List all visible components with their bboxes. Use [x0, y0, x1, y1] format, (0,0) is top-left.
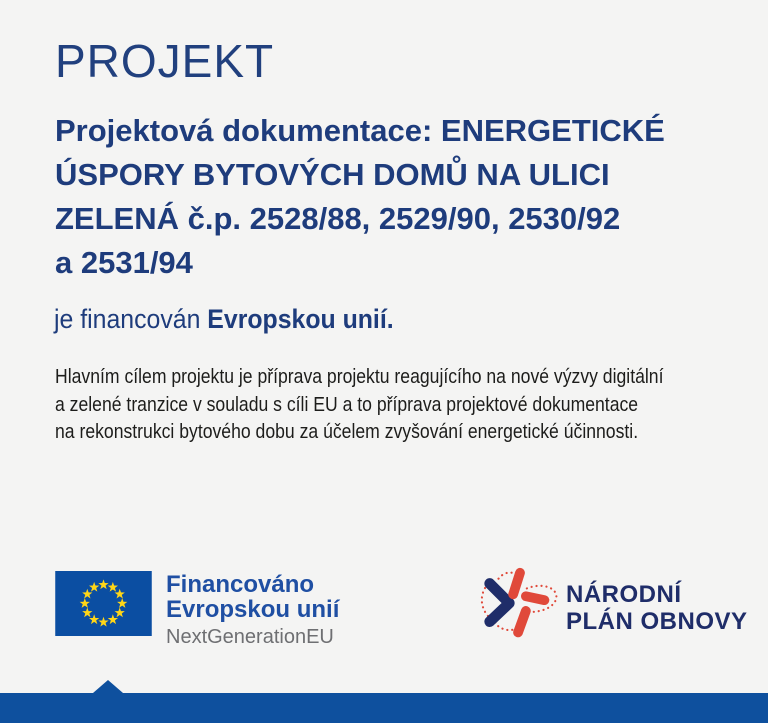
project-heading — [55, 109, 665, 285]
npo-line2: PLÁN OBNOVY — [566, 608, 748, 635]
page-title: PROJEKT — [55, 35, 275, 87]
bottom-bar — [0, 693, 768, 723]
eu-funding-text — [166, 571, 339, 649]
project-description — [55, 364, 663, 447]
bottom-bar-triangle — [93, 680, 123, 693]
npo-mark-icon — [478, 566, 562, 648]
funding-source: Evropskou unií. — [207, 304, 394, 334]
project-heading-line: ZELENÁ č.p. 2528/88, 2529/90, 2530/92 — [55, 201, 621, 236]
eu-funding-line2: Evropskou unií — [166, 596, 340, 623]
project-heading-line: ÚSPORY BYTOVÝCH DOMŮ NA ULICI — [55, 157, 610, 192]
funding-statement — [54, 304, 394, 335]
project-heading-line: a 2531/94 — [55, 245, 193, 280]
eu-flag-icon — [55, 571, 152, 636]
project-description-line: Hlavním cílem projektu je příprava projektu reagujícího na nové výzvy digitální — [55, 366, 664, 388]
project-heading-line: Projektová dokumentace: ENERGETICKÉ — [55, 113, 665, 148]
project-description-line: na rekonstrukci bytového dobu za účelem zvyšování energetické účinnosti. — [55, 421, 639, 443]
funding-prefix: je financován — [54, 304, 201, 334]
narodni-plan-obnovy-logo — [478, 566, 748, 648]
npo-text — [566, 566, 748, 648]
project-description-line: a zelené tranzice v souladu s cíli EU a to příprava projektové dokumentace — [55, 393, 639, 416]
eu-funding-line1: Financováno — [166, 571, 315, 598]
npo-line1: NÁRODNÍ — [566, 581, 682, 608]
eu-funding-logo — [55, 571, 339, 649]
nextgeneration-eu-label: NextGenerationEU — [166, 626, 334, 648]
